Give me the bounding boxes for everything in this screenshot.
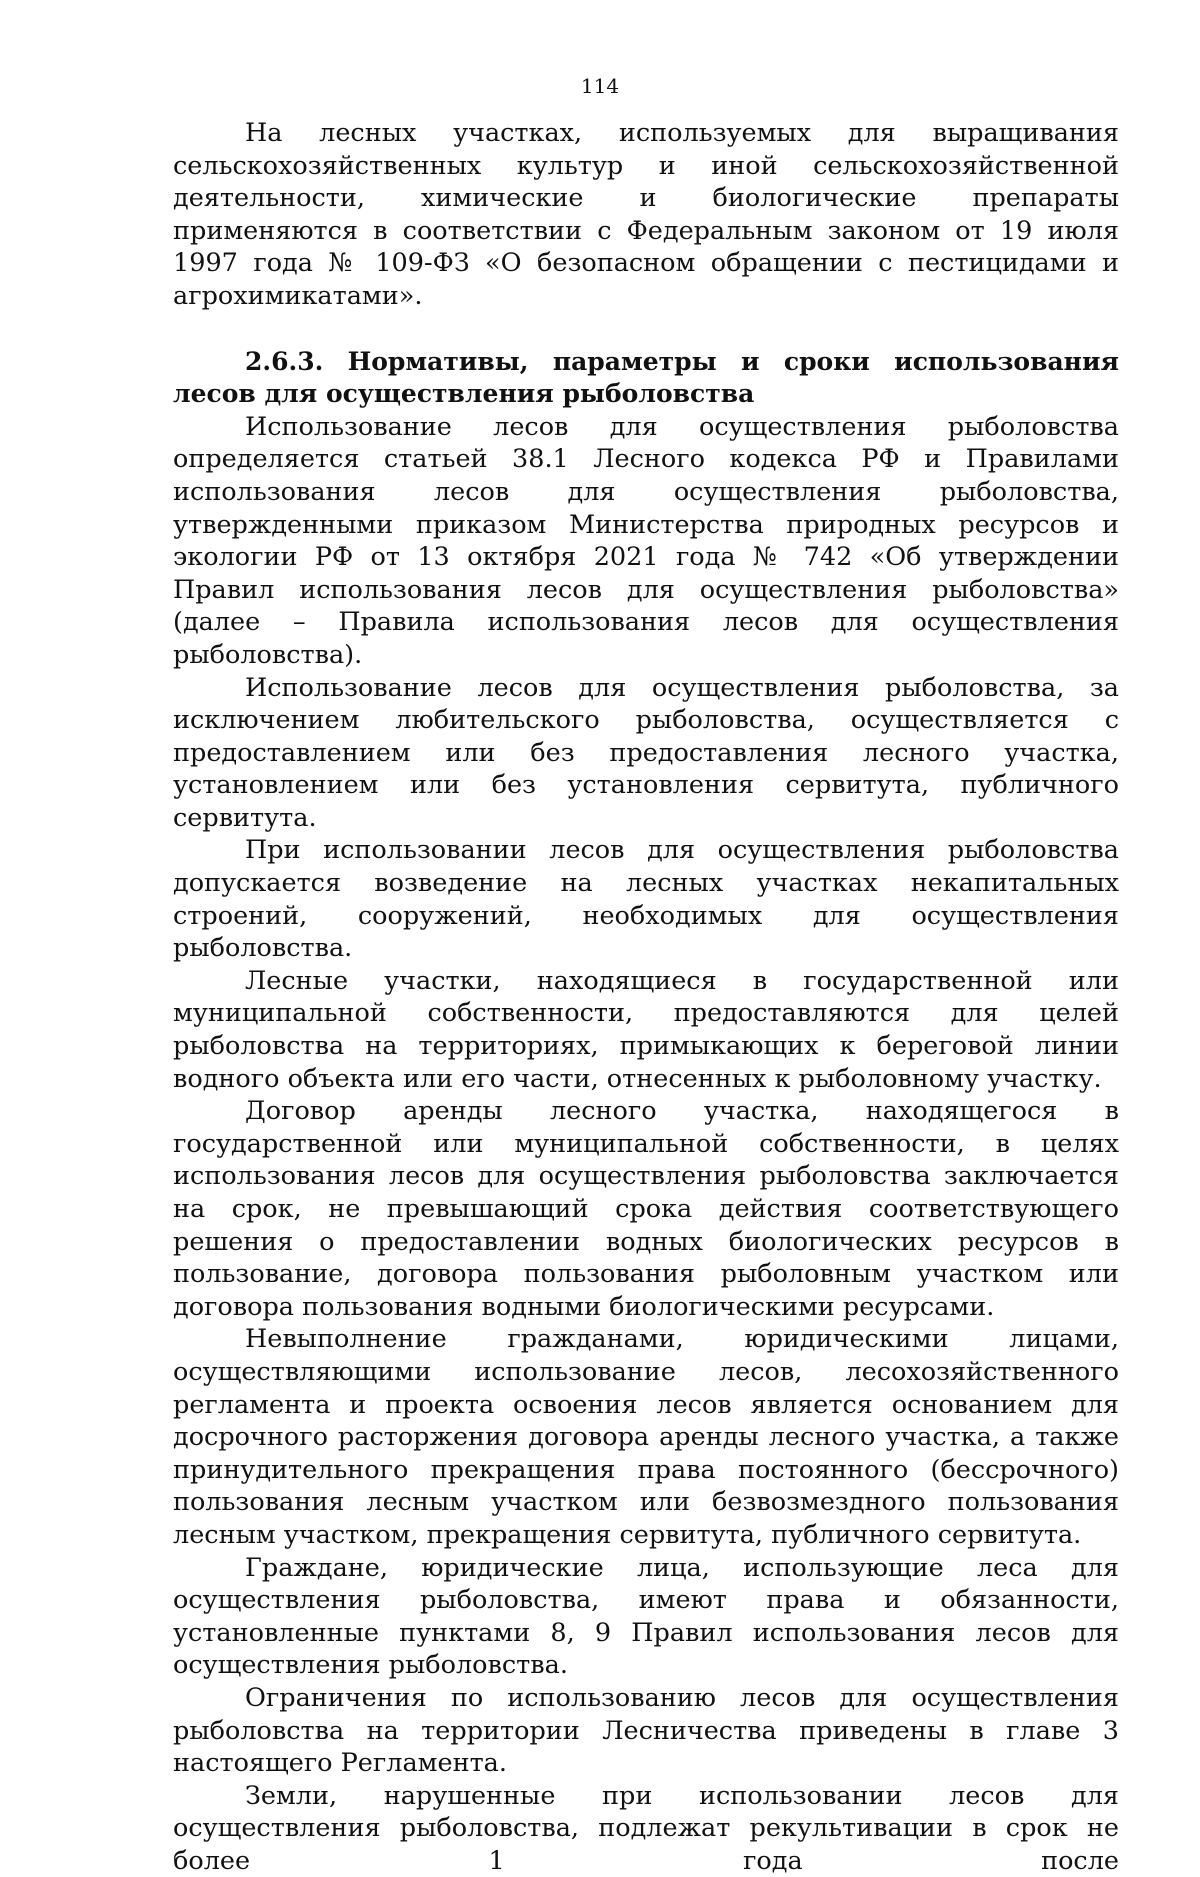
paragraph: Невыполнение гражданами, юридическими лицами, осуществляющими использование лесов, лесохозяйственного регламента и проекта освоения лесов является основанием для досрочного расторжения договора аренды лесного участка, а также принудительного прекращения права постоянного (бессрочного) пользования лесным участком или безвозмездного пользования лесным участком, прекращения сервитута, публичного сервитута. bbox=[173, 1324, 1119, 1550]
paragraph: Использование лесов для осуществления рыболовства, за исключением любительского рыболовства, осуществляется с предоставлением или без предоставления лесного участка, установлением или без установления сервитута, публичного сервитута. bbox=[173, 672, 1119, 833]
paragraph: При использовании лесов для осуществления рыболовства допускается возведение на лесных участках некапитальных строений, сооружений, необходимых для осуществления рыболовства. bbox=[173, 835, 1119, 964]
paragraph: Лесные участки, находящиеся в государственной или муниципальной собственности, предоставляются для целей рыболовства на территориях, примыкающих к береговой линии водного объекта или его части, отнесенных к рыболовному участку. bbox=[173, 965, 1119, 1094]
paragraph: Договор аренды лесного участка, находящегося в государственной или муниципальной собственности, в целях использования лесов для осуществления рыболовства заключается на срок, не превышающий срока действия соответствующего решения о предоставлении водных биологических ресурсов в пользование, договора пользования рыболовным участком или договора пользования водными биологическими ресурсами. bbox=[173, 1096, 1119, 1322]
paragraph-continued: Земли, нарушенные при использовании лесов для осуществления рыболовства, подлежат рекультивации в срок не более 1 года после bbox=[173, 1780, 1119, 1876]
paragraph: Граждане, юридические лица, использующие леса для осуществления рыболовства, имеют права и обязанности, установленные пунктами 8, 9 Правил использования лесов для осуществления рыболовства. bbox=[173, 1552, 1119, 1681]
intro-paragraph: На лесных участках, используемых для выращивания сельскохозяйственных культур и иной сельскохозяйственной деятельности, химические и биологические препараты применяются в соответствии с Федеральным законом от 19 июля 1997 года № 109-ФЗ «О безопасном обращении с пестицидами и агрохимикатами». bbox=[173, 118, 1119, 311]
page-body bbox=[173, 117, 1119, 1877]
paragraph: Ограничения по использованию лесов для осуществления рыболовства на территории Лесничества приведены в главе 3 настоящего Регламента. bbox=[173, 1682, 1119, 1779]
section-heading: 2.6.3. Нормативы, параметры и сроки использования лесов для осуществления рыболовства bbox=[173, 346, 1119, 409]
paragraph: Использование лесов для осуществления рыболовства определяется статьей 38.1 Лесного кодекса РФ и Правилами использования лесов для осуществления рыболовства, утвержденными приказом Министерства природных ресурсов и экологии РФ от 13 октября 2021 года № 742 «Об утверждении Правил использования лесов для осуществления рыболовства» (далее – Правила использования лесов для осуществления рыболовства). bbox=[173, 411, 1119, 670]
page-number: 114 bbox=[580, 74, 620, 98]
